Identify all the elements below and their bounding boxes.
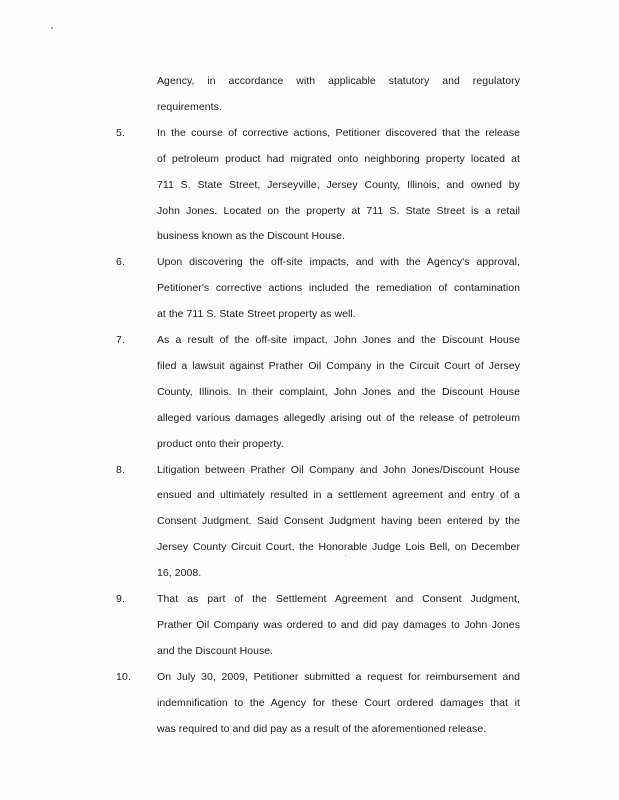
paragraph-line: County, Illinois. In their complaint, John Jones and the Discount House — [157, 385, 520, 398]
paragraph-line: product onto their property. — [157, 437, 284, 450]
paragraph-number: 10. — [116, 670, 132, 683]
paragraph-line: at the 711 S. State Street property as well. — [157, 308, 356, 321]
paragraph-line: Upon discovering the off-site impacts, and with the Agency's approval, — [157, 256, 520, 269]
paragraph-line: ensued and ultimately resulted in a settlement agreement and entry of a — [157, 489, 520, 502]
scan-speck — [51, 27, 53, 29]
paragraph-number: 9. — [116, 593, 126, 605]
paragraph-line: indemnification to the Agency for these Court ordered damages that it — [157, 696, 520, 709]
paragraph-line: business known as the Discount House. — [157, 230, 346, 243]
paragraph-number: 6. — [116, 256, 126, 269]
paragraph-line: Agency, in accordance with applicable statutory and regulatory — [157, 75, 520, 87]
paragraph-line: On July 30, 2009, Petitioner submitted a request for reimbursement and — [157, 670, 520, 683]
paragraph-line: and the Discount House. — [157, 644, 274, 657]
paragraph-line: 711 S. State Street, Jerseyville, Jersey County, Illinois, and owned by — [157, 178, 520, 191]
paragraph-line: filed a lawsuit against Prather Oil Company in the Circuit Court of Jersey — [157, 359, 520, 372]
paragraph-line: of petroleum product had migrated onto neighboring property located at — [157, 152, 520, 165]
paragraph-line: Prather Oil Company was ordered to and did pay damages to John Jones — [157, 618, 520, 631]
paragraph-line: was required to and did pay as a result of the aforementioned release. — [157, 722, 487, 735]
paragraph-line: That as part of the Settlement Agreement and Consent Judgment, — [157, 593, 520, 605]
paragraph-number: 8. — [116, 463, 126, 476]
paragraph-line: requirements. — [157, 100, 222, 113]
paragraph-line: In the course of corrective actions, Petitioner discovered that the release — [157, 126, 520, 139]
paragraph-line: Jersey County Circuit Court, the Honorable Judge Lois Bell, on December — [157, 541, 520, 554]
paragraph-line: John Jones. Located on the property at 711 S. State Street is a retail — [157, 204, 520, 217]
paragraph-number: 5. — [116, 126, 126, 139]
paragraph-line: Consent Judgment. Said Consent Judgment having been entered by the — [157, 515, 520, 528]
paragraph-number: 7. — [116, 334, 126, 346]
paragraph-line: Petitioner's corrective actions included the remediation of contamination — [157, 282, 520, 295]
paragraph-line: Litigation between Prather Oil Company and John Jones/Discount House — [157, 463, 520, 476]
scan-speck — [345, 555, 346, 556]
paragraph-line: alleged various damages allegedly arising out of the release of petroleum — [157, 411, 520, 424]
paragraph-line: 16, 2008. — [157, 567, 202, 580]
paragraph-line: As a result of the off-site impact, John Jones and the Discount House — [157, 334, 520, 346]
